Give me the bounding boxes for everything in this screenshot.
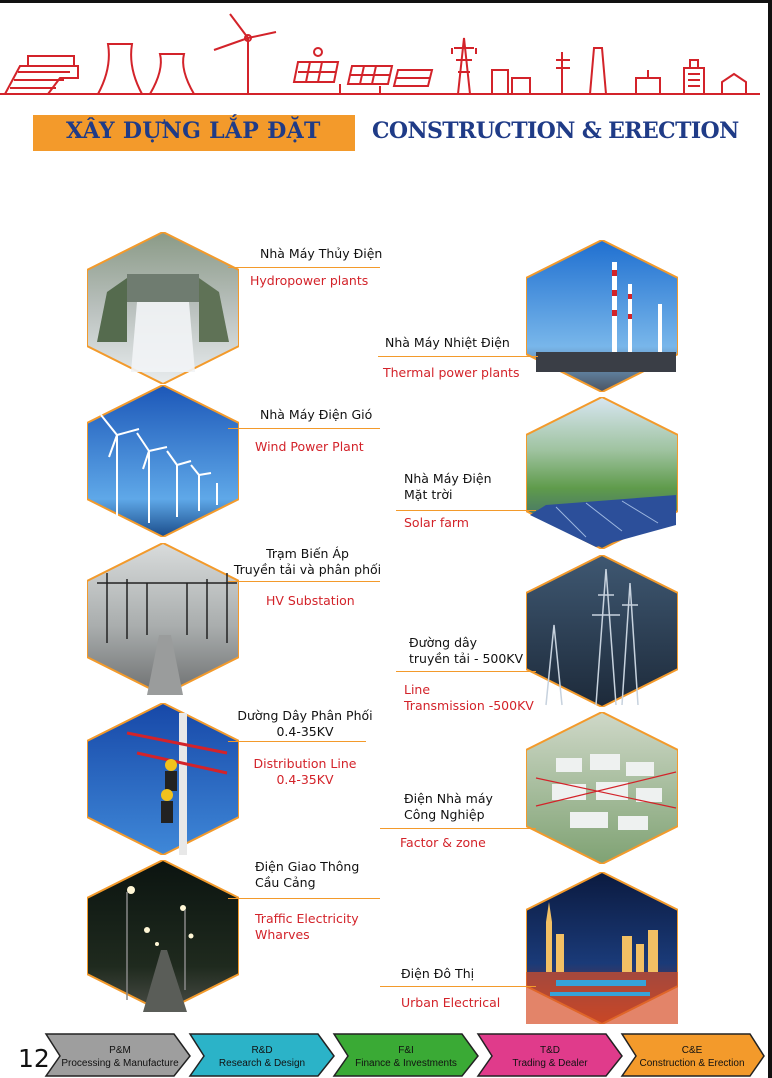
tab-fi-name: Finance & Investments	[355, 1058, 457, 1069]
solar-farm-photo	[526, 397, 678, 549]
page-number: 12	[18, 1044, 50, 1073]
thermal-label-vn: Nhà Máy Nhiệt Điện	[385, 335, 510, 350]
transmission-label-en-1: Line	[404, 682, 431, 697]
solar-label-vn-1: Nhà Máy Điện	[404, 471, 492, 486]
page-title-vietnamese: XÂY DỰNG LẮP ĐẶT	[66, 118, 321, 144]
traffic-label-en-2: Wharves	[255, 927, 310, 942]
city-night-photo	[526, 872, 678, 1024]
hydropower-divider	[228, 267, 380, 268]
tab-td-name: Trading & Dealer	[512, 1058, 588, 1069]
transmission-label-vn-1: Đường dây	[409, 635, 478, 650]
substation-photo	[87, 543, 239, 695]
wind-label-vn: Nhà Máy Điện Gió	[260, 407, 373, 422]
hydropower-label-vn: Nhà Máy Thủy Điện	[260, 246, 383, 261]
industrial-label-vn-1: Điện Nhà máy	[404, 791, 493, 806]
thermal-plant-photo	[526, 240, 678, 392]
transmission-label-vn-2: truyền tải - 500KV	[409, 651, 524, 666]
substation-label-en: HV Substation	[266, 593, 355, 608]
thermal-divider	[378, 356, 538, 357]
distribution-divider	[228, 741, 366, 742]
line-workers-photo	[87, 703, 239, 855]
traffic-label-vn-2: Cầu Cảng	[255, 875, 316, 890]
tab-pm-text[interactable]	[50, 1044, 190, 1070]
distribution-label-vn-1: Dường Dây Phân Phối	[237, 708, 373, 723]
wind-divider	[228, 428, 380, 429]
distribution-label-en-2: 0.4-35KV	[276, 772, 334, 787]
urban-divider	[380, 986, 536, 987]
tab-pm-name: Processing & Manufacture	[61, 1058, 179, 1069]
traffic-label-vn-1: Điện Giao Thông	[255, 859, 360, 874]
tab-ce-text[interactable]	[622, 1044, 762, 1070]
thermal-label-en: Thermal power plants	[383, 365, 520, 380]
industrial-zone-photo	[526, 712, 678, 864]
solar-label-vn-2: Mặt trời	[404, 487, 453, 502]
wind-label-en: Wind Power Plant	[255, 439, 364, 454]
industrial-label-vn-2: Công Nghiệp	[404, 807, 485, 822]
hydropower-label-en: Hydropower plants	[250, 273, 369, 288]
wind-farm-photo	[87, 385, 239, 537]
traffic-label-en-1: Traffic Electricity	[255, 911, 359, 926]
traffic-divider	[228, 898, 380, 899]
tab-ce-name: Construction & Erection	[639, 1058, 745, 1069]
industrial-divider	[380, 828, 536, 829]
distribution-label-en-1: Distribution Line	[253, 756, 357, 771]
top-border	[0, 0, 772, 3]
transmission-label-en-2: Transmission -500KV	[404, 698, 534, 713]
tab-rd-text[interactable]	[192, 1044, 332, 1070]
distribution-label-vn-2: 0.4-35KV	[276, 724, 334, 739]
substation-label-vn-1: Trạm Biến Áp	[266, 546, 349, 561]
transmission-divider	[396, 671, 536, 672]
solar-divider	[396, 510, 536, 511]
tab-fi-text[interactable]	[336, 1044, 476, 1070]
page-title-english: CONSTRUCTION & ERECTION	[372, 118, 739, 144]
tab-fi-code: F&I	[398, 1045, 414, 1056]
tab-ce-code: C&E	[681, 1045, 703, 1056]
hydropower-photo	[87, 232, 239, 384]
right-border	[768, 0, 772, 1078]
street-lights-photo	[87, 860, 239, 1012]
urban-label-en: Urban Electrical	[401, 995, 501, 1010]
tab-pm-code: P&M	[109, 1045, 131, 1056]
tab-td-code: T&D	[540, 1045, 560, 1056]
solar-label-en: Solar farm	[404, 515, 469, 530]
substation-label-vn-2: Truyền tải và phân phối	[233, 562, 382, 577]
urban-label-vn: Điện Đô Thị	[401, 966, 475, 981]
substation-divider	[228, 581, 380, 582]
power-skyline-illustration	[0, 8, 772, 104]
tab-td-text[interactable]	[480, 1044, 620, 1070]
industrial-label-en: Factor & zone	[400, 835, 486, 850]
tab-rd-name: Research & Design	[218, 1058, 306, 1069]
tab-rd-code: R&D	[251, 1045, 273, 1056]
transmission-tower-photo	[526, 555, 678, 707]
